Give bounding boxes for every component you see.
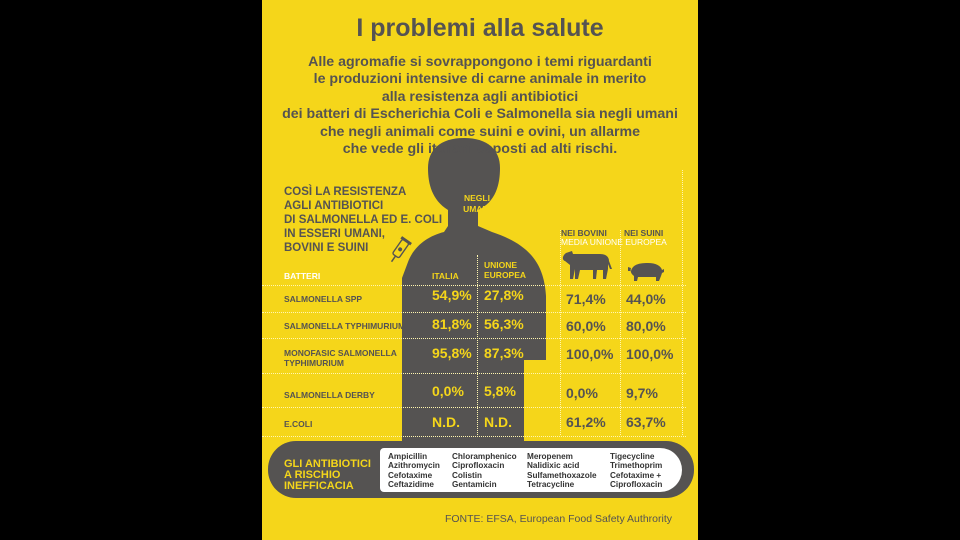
antibiotic-name: Chloramphenico	[452, 452, 517, 461]
intro-line: dei batteri di Escherichia Coli e Salmonella sia negli umani	[282, 106, 678, 123]
antibiotic-name: Meropenem	[527, 452, 573, 461]
value-ue: 87,3%	[484, 345, 524, 361]
antibiotic-name: Azithromycin	[388, 461, 440, 471]
antibiotic-name: Colistin	[452, 470, 483, 480]
value-italia: N.D.	[432, 414, 460, 430]
value-italia: 54,9%	[432, 287, 472, 303]
value-bovini: 0,0%	[566, 385, 598, 401]
bacteria-name	[284, 321, 405, 331]
value-suini: 80,0%	[626, 318, 666, 334]
source-credit: FONTE: EFSA, European Food Safety Authrority	[444, 513, 672, 525]
bacteria-name	[284, 390, 375, 400]
antibiotics-column	[610, 452, 662, 489]
grid-line	[262, 407, 686, 408]
cow-icon	[560, 247, 614, 281]
column-header-media: MEDIA UNIONE EUROPEA	[561, 237, 667, 247]
column-header-ue-line: EUROPEA	[484, 270, 527, 280]
value-ue: N.D.	[484, 414, 512, 430]
column-header-suini: NEI SUINI	[624, 228, 664, 238]
intro-line: Alle agromafie si sovrappongono i temi riguardanti	[308, 54, 652, 70]
grid-line	[477, 255, 478, 435]
antibiotic-name: Sulfamethoxazole	[527, 470, 597, 480]
antibiotic-name: Ampicillin	[388, 452, 428, 461]
value-ue: 5,8%	[484, 383, 516, 399]
humans-label-line: NEGLI	[464, 193, 490, 203]
humans-label-line: UMANI	[463, 204, 491, 214]
value-bovini: 60,0%	[566, 318, 606, 334]
antibiotic-name: Ceftazidime	[388, 479, 434, 489]
value-bovini: 61,2%	[566, 414, 606, 430]
bacteria-name-line: TYPHIMURIUM	[284, 358, 344, 368]
section-heading-line: IN ESSERI UMANI,	[284, 228, 385, 240]
grid-line	[262, 373, 686, 374]
humans-label	[460, 193, 494, 215]
antibiotic-name: Cefotaxime	[388, 470, 433, 480]
intro-line: alla resistenza agli antibiotici	[381, 88, 579, 105]
grid-line	[262, 312, 686, 313]
column-header-batteri: BATTERI	[284, 271, 321, 281]
section-heading-line: AGLI ANTIBIOTICI	[284, 200, 384, 212]
column-header-ue	[484, 260, 526, 280]
bacteria-name	[284, 294, 362, 304]
value-suini: 63,7%	[626, 414, 666, 430]
value-suini: 9,7%	[626, 385, 658, 401]
bacteria-name-line: SALMONELLA TYPHIMURIUM	[284, 321, 406, 331]
antibiotic-name: Ciprofloxacin	[610, 479, 663, 489]
grid-line	[262, 338, 686, 339]
value-italia: 95,8%	[432, 345, 472, 361]
value-suini: 100,0%	[626, 346, 674, 362]
section-heading	[284, 185, 442, 255]
antibiotics-column	[527, 452, 597, 489]
grid-line	[620, 230, 621, 435]
pig-icon	[626, 260, 666, 282]
antibiotic-name: Trimethoprim	[610, 461, 663, 471]
value-italia: 0,0%	[432, 383, 464, 399]
bacteria-name-line: SALMONELLA SPP	[284, 294, 363, 304]
intro-line: che negli animali come suini e ovini, un allarme	[319, 123, 641, 140]
antibiotics-column	[388, 452, 440, 489]
section-heading-line: COSÌ LA RESISTENZA	[284, 186, 407, 198]
intro-line: che vede gli italiani esposti ad alti rischi.	[342, 141, 618, 158]
antibiotics-column	[452, 452, 517, 489]
intro-line: le produzioni intensive di carne animale in merito	[313, 71, 647, 88]
risk-label-line: A RISCHIO	[284, 469, 341, 481]
antibiotic-name: Tetracycline	[527, 479, 575, 489]
grid-line	[262, 436, 686, 437]
antibiotic-name: Gentamicin	[452, 479, 497, 489]
bacteria-name	[284, 348, 397, 368]
section-heading-line: BOVINI E SUINI	[284, 242, 369, 254]
value-bovini: 71,4%	[566, 291, 606, 307]
value-italia: 81,8%	[432, 316, 472, 332]
intro-text	[262, 54, 698, 158]
section-heading-line: DI SALMONELLA ED E. COLI	[284, 214, 443, 226]
grid-line	[262, 285, 686, 286]
infographic-panel	[262, 0, 698, 540]
antibiotic-name: Tigecycline	[610, 452, 655, 461]
grid-line	[682, 170, 683, 435]
value-ue: 56,3%	[484, 316, 524, 332]
risk-label-line: INEFFICACIA	[284, 480, 354, 492]
column-header-bovini: NEI BOVINI	[561, 228, 607, 238]
risk-label-line: GLI ANTIBIOTICI	[284, 458, 371, 470]
bacteria-name-line: E.COLI	[284, 419, 313, 429]
antibiotic-name: Ciprofloxacin	[452, 461, 505, 471]
value-suini: 44,0%	[626, 291, 666, 307]
value-ue: 27,8%	[484, 287, 524, 303]
page-title: I problemi alla salute	[356, 14, 604, 42]
column-header-italia: ITALIA	[432, 271, 459, 281]
bacteria-name	[284, 419, 312, 429]
value-bovini: 100,0%	[566, 346, 614, 362]
antibiotic-name: Nalidixic acid	[527, 461, 580, 471]
bacteria-name-line: MONOFASIC SALMONELLA	[284, 348, 397, 358]
bacteria-name-line: SALMONELLA DERBY	[284, 390, 375, 400]
antibiotic-name: Cefotaxime +	[610, 470, 662, 480]
column-header-ue-line: UNIONE	[484, 260, 518, 270]
risk-label	[284, 459, 371, 492]
